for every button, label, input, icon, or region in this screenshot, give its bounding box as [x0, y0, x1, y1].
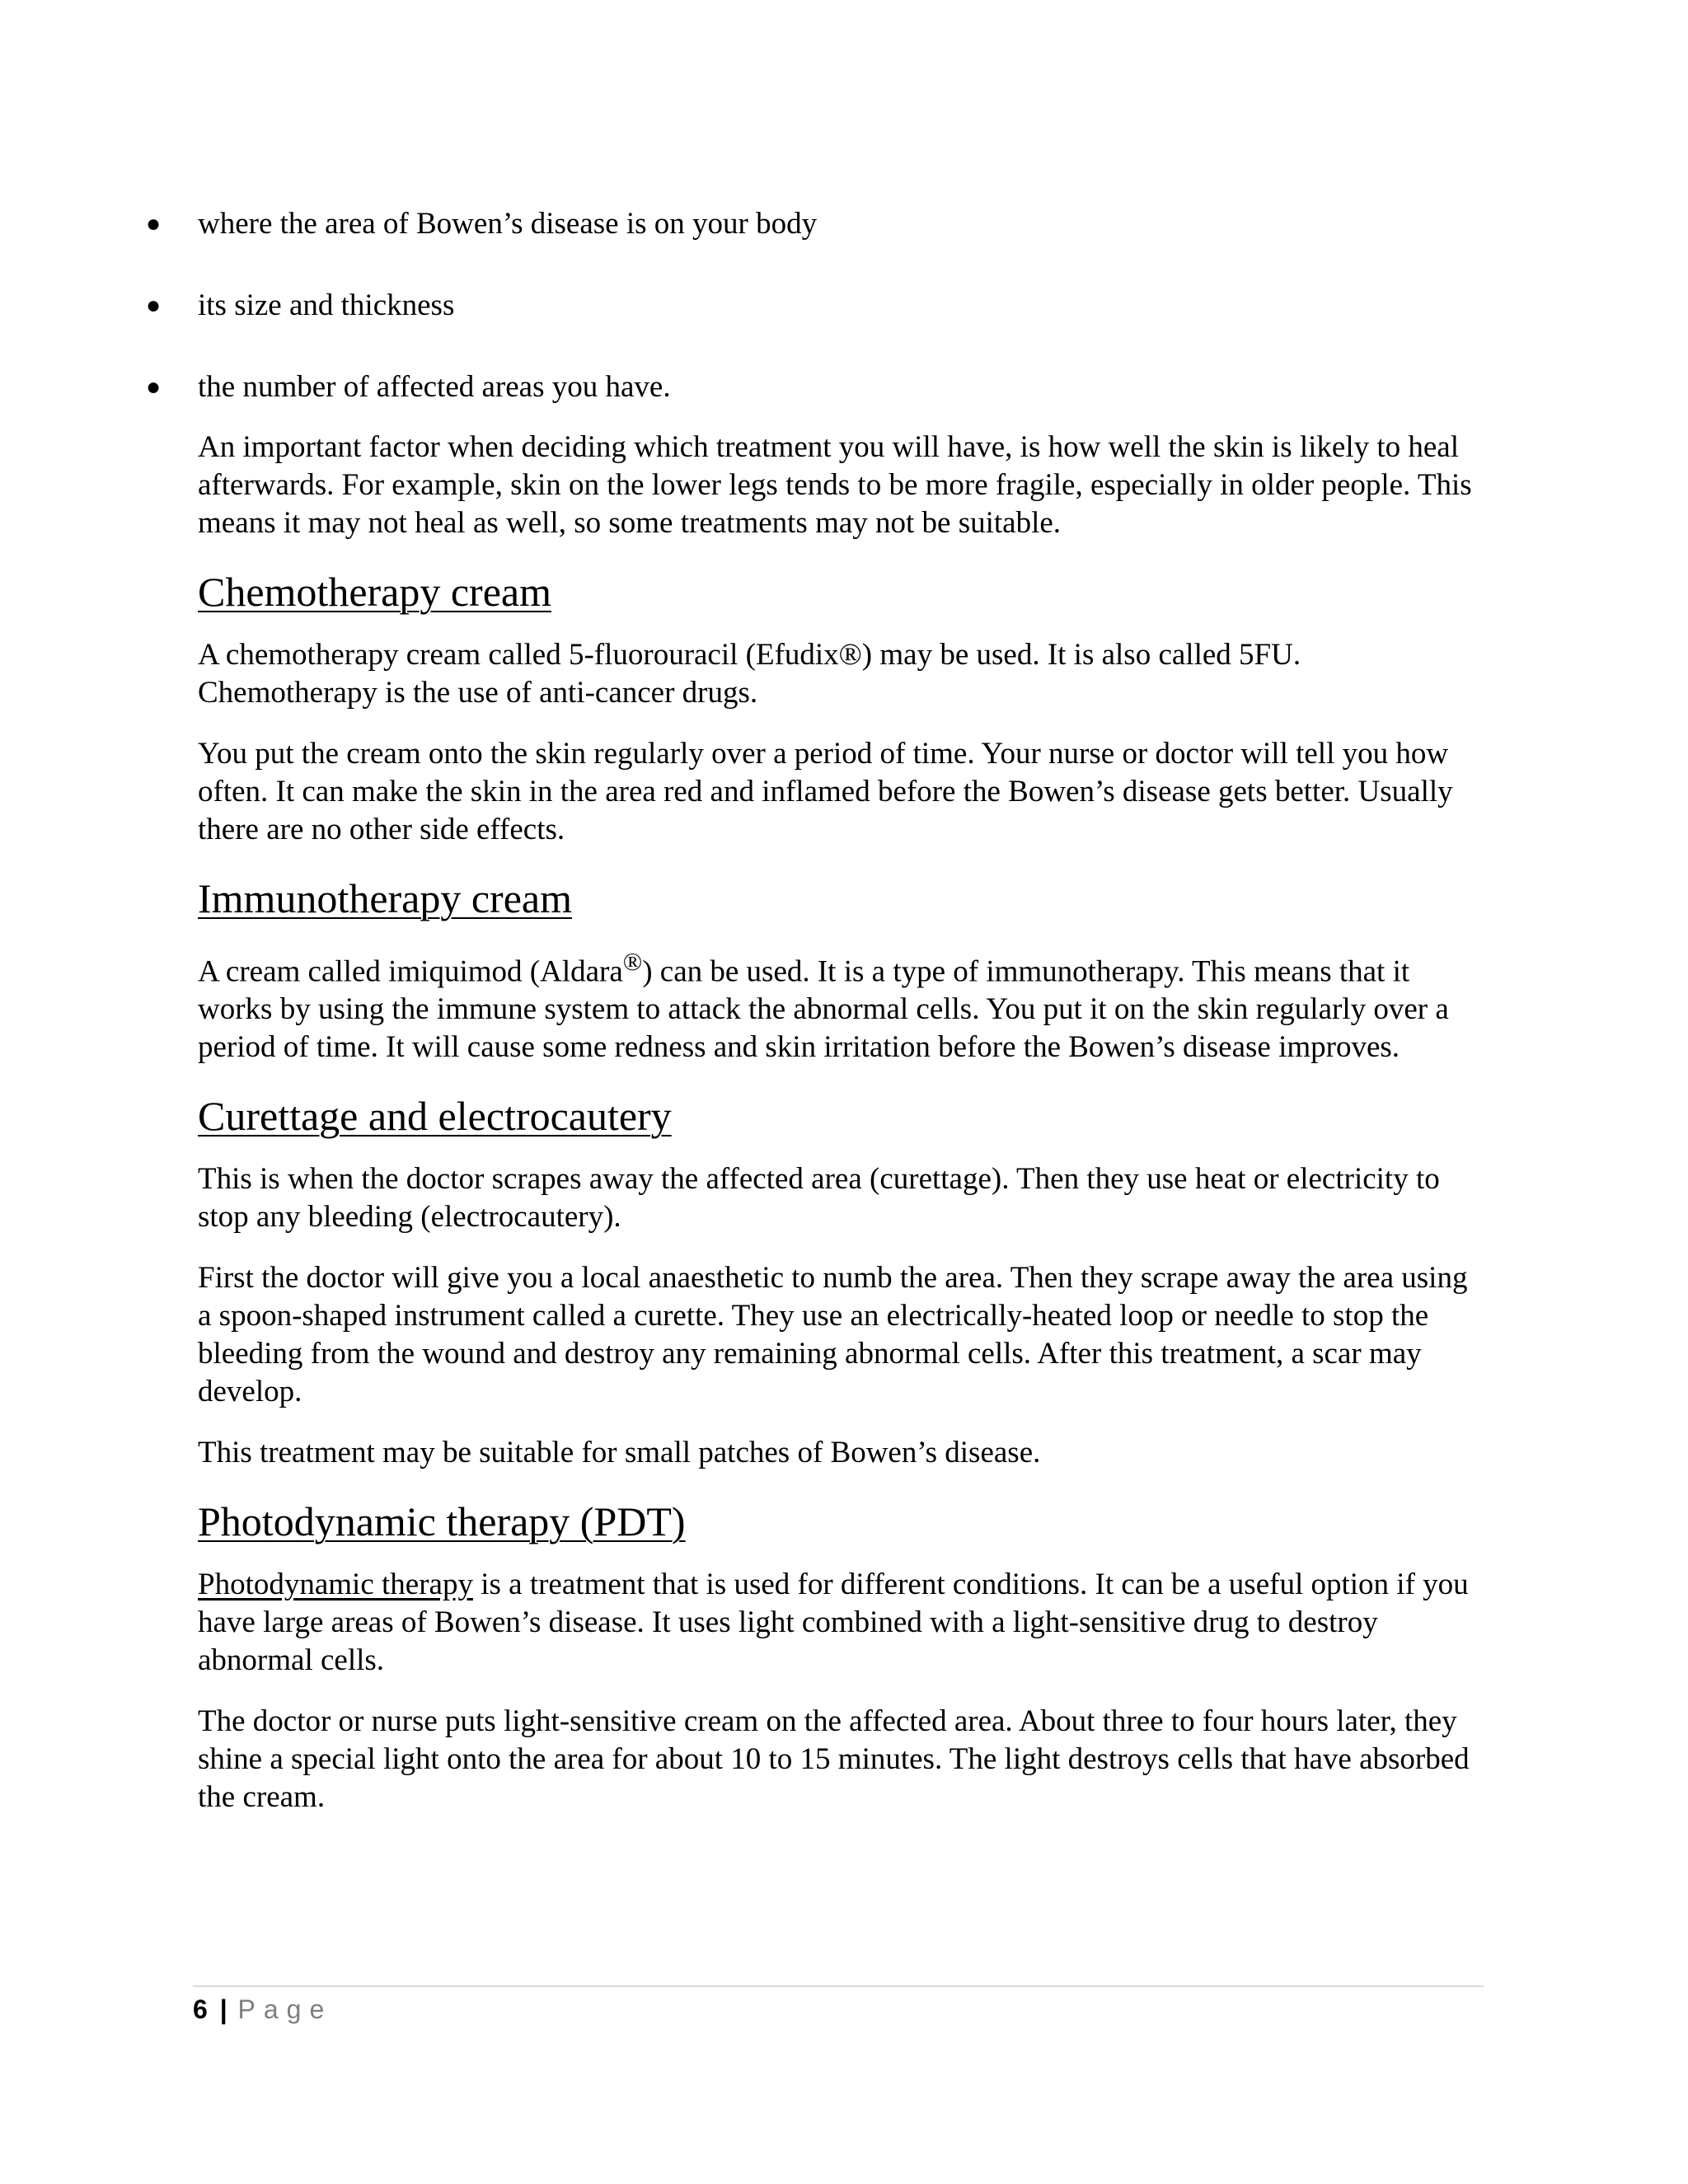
- immunotherapy-paragraph: [198, 943, 1484, 1066]
- registered-mark: ®: [622, 948, 643, 976]
- chemotherapy-paragraph-2: You put the cream onto the skin regularly over a period of time. Your nurse or doctor will tell you how often. It can make the skin in the area red and inflamed before the Bowen’s disease gets better. Usually there are no other side effects.: [198, 737, 1453, 846]
- bullet-icon: ●: [146, 373, 162, 401]
- page-label: Page: [237, 1994, 333, 2024]
- page-footer: [193, 1986, 332, 2032]
- bullet-icon: ●: [146, 210, 162, 237]
- pdt-paragraph-1: [198, 1566, 1484, 1680]
- list-item: [146, 286, 1484, 326]
- page-content: [146, 204, 1484, 1840]
- list-item: [146, 368, 1484, 407]
- pdt-paragraph-1-text: is a treatment that is used for different conditions. It can be a useful option if you have large areas of Bowen’s disease. It uses light combined with a light-sensitive drug to destroy abnormal cells.: [198, 1568, 1469, 1678]
- bullet-icon: ●: [146, 292, 162, 319]
- footer-divider: [193, 1985, 1484, 1987]
- list-item-text: the number of affected areas you have.: [198, 370, 671, 404]
- immunotherapy-text-end: ) can be used. It is a type of immunotherapy. This means that it works by using the immune system to attack the abnormal cells. You put it on the skin regularly over a period of time. It will cause some redness and skin irritation before the Bowen’s disease improves.: [198, 954, 1449, 1065]
- factor-list: [146, 204, 1484, 407]
- curettage-heading: Curettage and electrocautery: [198, 1093, 672, 1140]
- page-number: 6: [193, 1994, 208, 2024]
- curettage-paragraph-2: First the doctor will give you a local anaesthetic to numb the area. Then they scrape away the area using a spoon-shaped instrument called a curette. They use an electrically-heated loop or needle to stop the bleeding from the wound and destroy any remaining abnormal cells. After this treatment, a scar may develop.: [198, 1261, 1468, 1409]
- intro-paragraph: An important factor when deciding which treatment you will have, is how well the skin is likely to heal afterwards. For example, skin on the lower legs tends to be more fragile, especially in older people. This means it may not heal as well, so some treatments may not be suitable.: [198, 430, 1472, 540]
- pdt-paragraph-2: The doctor or nurse puts light-sensitive cream on the affected area. About three to four hours later, they shine a special light onto the area for about 10 to 15 minutes. The light destroys cells that have absorbed the cream.: [198, 1704, 1470, 1815]
- page-separator: |: [219, 1994, 227, 2024]
- list-item: [146, 204, 1484, 244]
- curettage-paragraph-1: This is when the doctor scrapes away the affected area (curettage). Then they use heat or electricity to stop any bleeding (electrocautery).: [198, 1162, 1440, 1235]
- chemotherapy-heading: Chemotherapy cream: [198, 569, 551, 615]
- immunotherapy-heading: Immunotherapy cream: [198, 875, 572, 921]
- list-item-text: where the area of Bowen’s disease is on your body: [198, 207, 818, 241]
- photodynamic-therapy-link[interactable]: Photodynamic therapy: [198, 1568, 473, 1602]
- pdt-heading: Photodynamic therapy (PDT): [198, 1498, 686, 1545]
- chemotherapy-paragraph-1: A chemotherapy cream called 5-fluorouracil (Efudix®) may be used. It is also called 5FU. Chemotherapy is the use of anti-cancer drugs.: [198, 638, 1301, 710]
- list-item-text: its size and thickness: [198, 288, 455, 322]
- curettage-paragraph-3: This treatment may be suitable for small patches of Bowen’s disease.: [198, 1436, 1041, 1470]
- immunotherapy-text-start: A cream called imiquimod (Aldara: [198, 954, 623, 989]
